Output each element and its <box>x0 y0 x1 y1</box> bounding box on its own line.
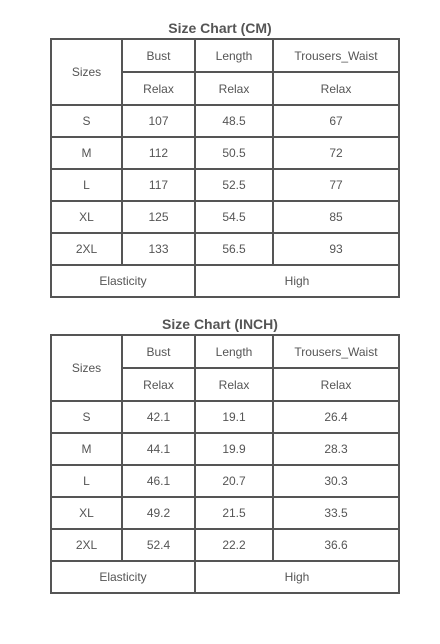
cell-bust: 46.1 <box>122 465 195 497</box>
cell-waist: 33.5 <box>273 497 399 529</box>
chart-title: Size Chart (CM) <box>168 20 272 36</box>
table-row <box>51 233 399 265</box>
cell-waist: 93 <box>273 233 399 265</box>
cell-size: M <box>51 433 122 465</box>
header-bust: Bust <box>122 39 195 72</box>
cell-size: L <box>51 465 122 497</box>
header-row <box>51 335 399 368</box>
subheader-length: Relax <box>195 72 273 105</box>
subheader-waist: Relax <box>273 368 399 401</box>
cell-waist: 67 <box>273 105 399 137</box>
header-sizes: Sizes <box>51 335 122 401</box>
cell-bust: 117 <box>122 169 195 201</box>
table-row <box>51 137 399 169</box>
cell-waist: 30.3 <box>273 465 399 497</box>
cell-waist: 77 <box>273 169 399 201</box>
subheader-bust: Relax <box>122 72 195 105</box>
size-chart-inch <box>0 314 440 584</box>
cell-size: XL <box>51 201 122 233</box>
cell-length: 22.2 <box>195 529 273 561</box>
subheader-bust: Relax <box>122 368 195 401</box>
size-table-cm <box>50 38 400 298</box>
cell-bust: 44.1 <box>122 433 195 465</box>
size-table-inch <box>50 334 400 594</box>
header-length: Length <box>195 335 273 368</box>
cell-length: 52.5 <box>195 169 273 201</box>
elasticity-row <box>51 265 399 297</box>
elasticity-value: High <box>195 265 399 297</box>
elasticity-label: Elasticity <box>51 265 195 297</box>
cell-bust: 133 <box>122 233 195 265</box>
table-row <box>51 497 399 529</box>
cell-size: L <box>51 169 122 201</box>
cell-waist: 85 <box>273 201 399 233</box>
cell-waist: 26.4 <box>273 401 399 433</box>
cell-size: 2XL <box>51 529 122 561</box>
header-sizes: Sizes <box>51 39 122 105</box>
cell-size: S <box>51 401 122 433</box>
table-row <box>51 529 399 561</box>
cell-bust: 107 <box>122 105 195 137</box>
header-bust: Bust <box>122 335 195 368</box>
cell-length: 54.5 <box>195 201 273 233</box>
cell-length: 21.5 <box>195 497 273 529</box>
cell-length: 20.7 <box>195 465 273 497</box>
cell-waist: 36.6 <box>273 529 399 561</box>
subheader-waist: Relax <box>273 72 399 105</box>
elasticity-value: High <box>195 561 399 593</box>
table-row <box>51 105 399 137</box>
header-waist: Trousers_Waist <box>273 39 399 72</box>
elasticity-label: Elasticity <box>51 561 195 593</box>
cell-size: S <box>51 105 122 137</box>
table-row <box>51 201 399 233</box>
cell-size: 2XL <box>51 233 122 265</box>
table-row <box>51 169 399 201</box>
header-length: Length <box>195 39 273 72</box>
subheader-length: Relax <box>195 368 273 401</box>
elasticity-row <box>51 561 399 593</box>
cell-size: XL <box>51 497 122 529</box>
cell-waist: 28.3 <box>273 433 399 465</box>
table-row <box>51 433 399 465</box>
cell-size: M <box>51 137 122 169</box>
header-row <box>51 39 399 72</box>
cell-bust: 49.2 <box>122 497 195 529</box>
table-row <box>51 465 399 497</box>
cell-length: 19.9 <box>195 433 273 465</box>
cell-bust: 42.1 <box>122 401 195 433</box>
cell-length: 19.1 <box>195 401 273 433</box>
cell-bust: 112 <box>122 137 195 169</box>
table-row <box>51 401 399 433</box>
cell-waist: 72 <box>273 137 399 169</box>
cell-bust: 52.4 <box>122 529 195 561</box>
cell-bust: 125 <box>122 201 195 233</box>
size-chart-cm <box>0 18 440 288</box>
header-waist: Trousers_Waist <box>273 335 399 368</box>
cell-length: 50.5 <box>195 137 273 169</box>
cell-length: 56.5 <box>195 233 273 265</box>
chart-title: Size Chart (INCH) <box>162 316 278 332</box>
cell-length: 48.5 <box>195 105 273 137</box>
